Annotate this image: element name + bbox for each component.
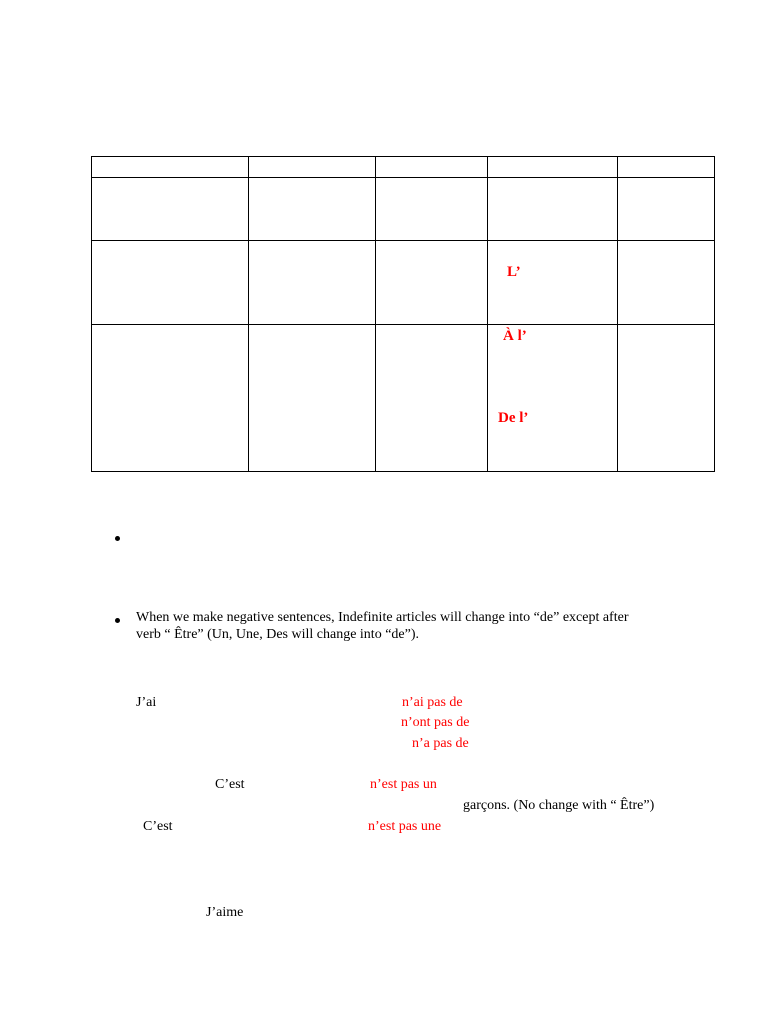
table-cell (488, 157, 618, 178)
article-table (91, 156, 715, 472)
table-cell (92, 241, 249, 325)
negative-rule-line-2: verb “ Être” (Un, Une, Des will change into “de”). (136, 626, 419, 642)
example-nest-pas-un: n’est pas un (370, 777, 437, 792)
table-cell (376, 241, 488, 325)
table-cell (376, 325, 488, 472)
table-cell (249, 325, 376, 472)
example-cest-1: C’est (215, 777, 245, 792)
table-cell (92, 325, 249, 472)
example-nai-pas-de: n’ai pas de (402, 695, 463, 710)
table-row (92, 325, 715, 472)
example-cest-2: C’est (143, 819, 173, 834)
bullet-negative-rule (115, 618, 120, 623)
table-row (92, 178, 715, 241)
table-cell (376, 157, 488, 178)
example-garcons-note: garçons. (No change with “ Être”) (463, 798, 655, 813)
table-cell (249, 157, 376, 178)
negative-rule-line-1: When we make negative sentences, Indefinite articles will change into “de” except after (136, 610, 629, 625)
table-cell (618, 178, 715, 241)
table-cell (488, 325, 618, 472)
example-nont-pas-de: n’ont pas de (401, 715, 470, 730)
table-cell (618, 325, 715, 472)
table-cell (618, 157, 715, 178)
table-cell (249, 241, 376, 325)
table-cell (488, 178, 618, 241)
table-cell (249, 178, 376, 241)
article-a-l: À l’ (503, 328, 527, 344)
table-cell (618, 241, 715, 325)
example-na-pas-de: n’a pas de (412, 736, 469, 751)
article-l: L’ (507, 264, 521, 280)
example-jaime: J’aime (206, 905, 244, 920)
table-cell (488, 241, 618, 325)
table-row (92, 241, 715, 325)
bullet-empty (115, 536, 120, 541)
table-cell (376, 178, 488, 241)
article-de-l: De l’ (498, 410, 529, 426)
table-row (92, 157, 715, 178)
table-cell (92, 178, 249, 241)
negative-rule-paragraph (136, 610, 696, 644)
table-cell (92, 157, 249, 178)
example-nest-pas-une: n’est pas une (368, 819, 442, 834)
example-jai: J’ai (136, 695, 157, 710)
